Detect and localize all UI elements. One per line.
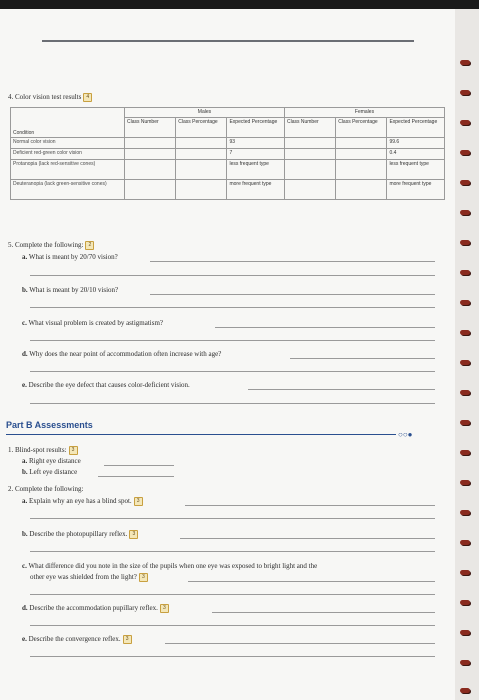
- b2e-text: Describe the convergence reflex.: [28, 635, 121, 644]
- table-row: [11, 160, 445, 180]
- female-class-number-cell[interactable]: [284, 149, 335, 160]
- male-expected-cell: 93: [227, 138, 285, 149]
- b2a-points-badge: 3: [134, 497, 143, 506]
- b2-label: 2. Complete the following:: [8, 485, 84, 493]
- b2b-answer-line[interactable]: [180, 538, 435, 539]
- binding-ring: [460, 210, 470, 215]
- th-females: Females: [284, 108, 444, 118]
- q5e-letter: e.: [22, 381, 27, 389]
- q5d-answer-line[interactable]: [290, 358, 435, 359]
- q5c-text: What visual problem is created by astigmatism?: [28, 319, 164, 327]
- b1-points-badge: 3: [69, 446, 78, 455]
- q5c-answer-line[interactable]: [215, 327, 435, 328]
- q5a-prompt: [22, 253, 118, 262]
- b1-label: 1. Blind-spot results:: [8, 446, 67, 455]
- b2e-points-badge: 3: [123, 635, 132, 644]
- female-class-number-cell[interactable]: [284, 138, 335, 149]
- row-condition: Deuteranopia (lack green-sensitive cones): [11, 180, 125, 200]
- q5b-answer-line[interactable]: [30, 307, 435, 308]
- q5-label: 5. Complete the following:: [8, 241, 84, 250]
- binding-ring: [460, 300, 470, 305]
- b1b-letter: b.: [22, 468, 28, 476]
- q5b-prompt: [22, 286, 118, 295]
- b2e-prompt: [22, 635, 132, 644]
- binding-ring: [460, 420, 470, 425]
- b1a-letter: a.: [22, 457, 28, 465]
- female-expected-cell: more frequent type: [387, 180, 445, 200]
- row-condition: Deficient red-green color vision: [11, 149, 125, 160]
- male-class-percentage-cell[interactable]: [176, 138, 227, 149]
- part-b-progress-icon: ○○●: [398, 430, 413, 439]
- q5d-prompt: [22, 350, 221, 359]
- b1b-text: Left eye distance: [29, 468, 78, 476]
- b2d-answer-line[interactable]: [30, 625, 435, 626]
- b2d-answer-line[interactable]: [212, 612, 435, 613]
- male-class-percentage-cell[interactable]: [176, 160, 227, 180]
- b2e-answer-line[interactable]: [165, 643, 435, 644]
- q4-points-badge: 4: [83, 93, 92, 102]
- female-class-percentage-cell[interactable]: [336, 149, 387, 160]
- b2c-text: What difference did you note in the size of the pupils when one eye was exposed to bright light and the: [28, 562, 318, 570]
- top-dark-bar: [0, 0, 479, 9]
- q4-heading: [8, 93, 92, 102]
- binding-ring: [460, 270, 470, 275]
- female-expected-cell: less frequent type: [387, 160, 445, 180]
- female-class-number-cell[interactable]: [284, 160, 335, 180]
- b2b-letter: b.: [22, 530, 28, 539]
- q5c-prompt: [22, 319, 163, 328]
- binding-ring: [460, 360, 470, 365]
- male-class-percentage-cell[interactable]: [176, 180, 227, 200]
- th-female-class-number: Class Number: [284, 118, 335, 138]
- b2a-answer-line[interactable]: [30, 518, 435, 519]
- binding-ring: [460, 630, 470, 635]
- page-top-rule: [42, 40, 414, 42]
- male-expected-cell: more frequent type: [227, 180, 285, 200]
- q5a-answer-line[interactable]: [150, 261, 435, 262]
- b2c-points-badge: 3: [139, 573, 148, 582]
- b2a-letter: a.: [22, 497, 28, 506]
- binding-ring: [460, 330, 470, 335]
- female-expected-cell: 99.6: [387, 138, 445, 149]
- binding-ring: [460, 480, 470, 485]
- b2d-points-badge: 3: [160, 604, 169, 613]
- q5b-letter: b.: [22, 286, 28, 294]
- th-males: Males: [124, 108, 284, 118]
- q5e-answer-line[interactable]: [30, 403, 435, 404]
- row-condition: Protanopia (lack red-sensitive cones): [11, 160, 125, 180]
- spiral-binding: [455, 9, 479, 700]
- male-class-number-cell[interactable]: [124, 149, 175, 160]
- b2d-text: Describe the accommodation pupillary reflex.: [29, 604, 158, 613]
- q5d-text: Why does the near point of accommodation often increase with age?: [29, 350, 222, 358]
- male-expected-cell: 7: [227, 149, 285, 160]
- b2c-letter: c.: [22, 562, 27, 570]
- binding-ring: [460, 90, 470, 95]
- binding-ring: [460, 600, 470, 605]
- female-class-percentage-cell[interactable]: [336, 160, 387, 180]
- q4-label: 4. Color vision test results: [8, 93, 82, 102]
- q5e-prompt: [22, 381, 190, 390]
- male-class-number-cell[interactable]: [124, 180, 175, 200]
- b2b-answer-line[interactable]: [30, 551, 435, 552]
- q5b-text: What is meant by 20/10 vision?: [29, 286, 119, 294]
- binding-ring: [460, 510, 470, 515]
- male-class-number-cell[interactable]: [124, 138, 175, 149]
- binding-ring: [460, 390, 470, 395]
- q5a-text: What is meant by 20/70 vision?: [28, 253, 118, 261]
- b2a-answer-line[interactable]: [185, 505, 435, 506]
- th-female-class-percentage: Class Percentage: [336, 118, 387, 138]
- female-class-percentage-cell[interactable]: [336, 138, 387, 149]
- part-b-rule: [6, 434, 396, 435]
- b2d-prompt: [22, 604, 169, 613]
- th-male-class-percentage: Class Percentage: [176, 118, 227, 138]
- th-condition: Condition: [11, 108, 125, 138]
- binding-ring: [460, 120, 470, 125]
- b2c-text-2: other eye was shielded from the light?: [30, 573, 137, 582]
- b2e-letter: e.: [22, 635, 27, 644]
- table-row: [11, 180, 445, 200]
- b2c-prompt: [22, 562, 317, 571]
- table-row: [11, 138, 445, 149]
- female-expected-cell: 0.4: [387, 149, 445, 160]
- q5a-answer-line[interactable]: [30, 275, 435, 276]
- q5e-text: Describe the eye defect that causes color-deficient vision.: [28, 381, 190, 389]
- binding-ring: [460, 540, 470, 545]
- b2b-prompt: [22, 530, 138, 539]
- b2c-prompt-continued: [30, 573, 148, 582]
- female-class-percentage-cell[interactable]: [336, 180, 387, 200]
- th-male-expected: Expected Percentage: [227, 118, 285, 138]
- b2a-prompt: [22, 497, 143, 506]
- q5d-letter: d.: [22, 350, 28, 358]
- male-expected-cell: less frequent type: [227, 160, 285, 180]
- q5b-answer-line[interactable]: [150, 294, 435, 295]
- b1a-answer-line[interactable]: [104, 465, 174, 466]
- binding-ring: [460, 150, 470, 155]
- b2b-text: Describe the photopupillary reflex.: [29, 530, 128, 539]
- b1a-text: Right eye distance: [29, 457, 81, 465]
- th-female-expected: Expected Percentage: [387, 118, 445, 138]
- q5c-letter: c.: [22, 319, 27, 327]
- b2b-points-badge: 3: [129, 530, 138, 539]
- b2-heading: [8, 485, 83, 494]
- q5-heading: [8, 241, 94, 250]
- b2c-answer-line[interactable]: [30, 594, 435, 595]
- binding-ring: [460, 180, 470, 185]
- b1b-answer-line[interactable]: [98, 476, 174, 477]
- color-vision-table: [10, 107, 445, 200]
- th-male-class-number: Class Number: [124, 118, 175, 138]
- male-class-percentage-cell[interactable]: [176, 149, 227, 160]
- q5-points-badge: 2: [85, 241, 94, 250]
- b2d-letter: d.: [22, 604, 28, 613]
- q5d-answer-line[interactable]: [30, 371, 435, 372]
- b1a-prompt: [22, 457, 81, 466]
- row-condition: Normal color vision: [11, 138, 125, 149]
- b2c-answer-line[interactable]: [188, 581, 435, 582]
- b2a-text: Explain why an eye has a blind spot.: [29, 497, 132, 506]
- binding-ring: [460, 60, 470, 65]
- male-class-number-cell[interactable]: [124, 160, 175, 180]
- female-class-number-cell[interactable]: [284, 180, 335, 200]
- q5e-answer-line[interactable]: [248, 389, 435, 390]
- b1-heading: [8, 446, 78, 455]
- binding-ring: [460, 570, 470, 575]
- part-b-title: Part B Assessments: [6, 420, 93, 430]
- b1b-prompt: [22, 468, 77, 477]
- q5a-letter: a.: [22, 253, 28, 261]
- table-row: [11, 149, 445, 160]
- binding-ring: [460, 660, 470, 665]
- binding-ring: [460, 450, 470, 455]
- binding-ring: [460, 688, 470, 693]
- q5c-answer-line[interactable]: [30, 340, 435, 341]
- binding-ring: [460, 240, 470, 245]
- b2e-answer-line[interactable]: [30, 656, 435, 657]
